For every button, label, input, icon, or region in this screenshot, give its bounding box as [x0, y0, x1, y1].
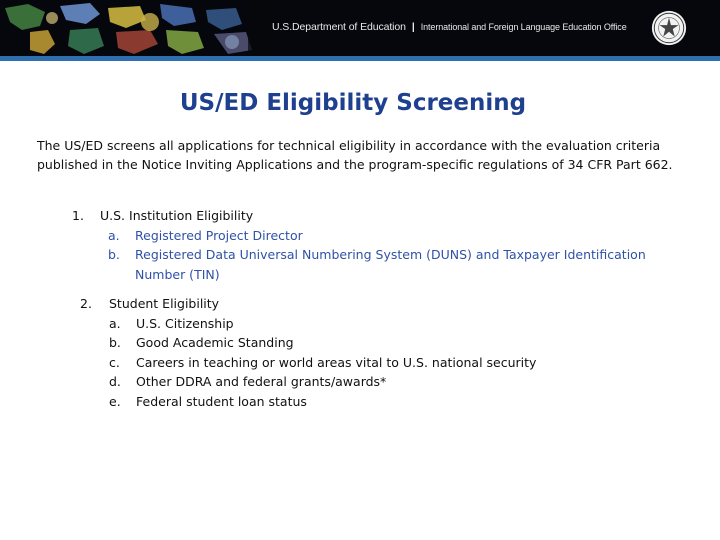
list-item: [109, 372, 670, 392]
item-letter: c.: [109, 354, 120, 370]
department-of-education-seal-icon: [650, 9, 688, 47]
list-item: [109, 353, 670, 373]
item-text: Good Academic Standing: [136, 335, 294, 350]
header-title: [272, 21, 627, 33]
list-item: [109, 314, 670, 334]
item-letter: e.: [109, 393, 121, 409]
item-letter: a.: [109, 315, 121, 331]
header-separator: |: [411, 21, 415, 33]
section-number: 1.: [72, 208, 84, 223]
section-number: 2.: [80, 296, 92, 311]
list-item: [109, 333, 670, 353]
item-text: Careers in teaching or world areas vital to U.S. national security: [136, 354, 537, 370]
section-institution-eligibility: [72, 206, 672, 284]
list-item: [108, 226, 672, 246]
list-item: [108, 245, 672, 284]
item-letter: d.: [109, 374, 121, 389]
item-letter: b.: [108, 247, 120, 262]
item-text: Other DDRA and federal grants/awards*: [136, 374, 387, 389]
item-text: Registered Data Universal Numbering System (DUNS) and Taxpayer Identification Number (TIN): [135, 247, 646, 282]
header-rule: [0, 56, 720, 61]
section-heading: U.S. Institution Eligibility: [100, 208, 254, 223]
list-item: [109, 392, 670, 412]
office-name: International and Foreign Language Education Office: [420, 22, 627, 32]
item-text: Federal student loan status: [136, 393, 307, 409]
section-student-eligibility: [80, 294, 670, 411]
slide-title: US/ED Eligibility Screening: [179, 90, 527, 116]
item-letter: a.: [108, 227, 120, 243]
world-map-collage-icon: [0, 0, 270, 56]
header-banner: [0, 0, 720, 56]
agency-name: U.S.Department of Education: [272, 21, 406, 33]
item-text: U.S. Citizenship: [136, 315, 234, 331]
intro-paragraph: The US/ED screens all applications for technical eligibility in accordance with the evaluation criteria published in the Notice Inviting Applications and the program-specific regulations of 34 CFR Part 662.: [37, 138, 673, 172]
item-letter: b.: [109, 335, 121, 350]
section-heading: Student Eligibility: [109, 296, 220, 311]
item-text: Registered Project Director: [135, 227, 303, 243]
